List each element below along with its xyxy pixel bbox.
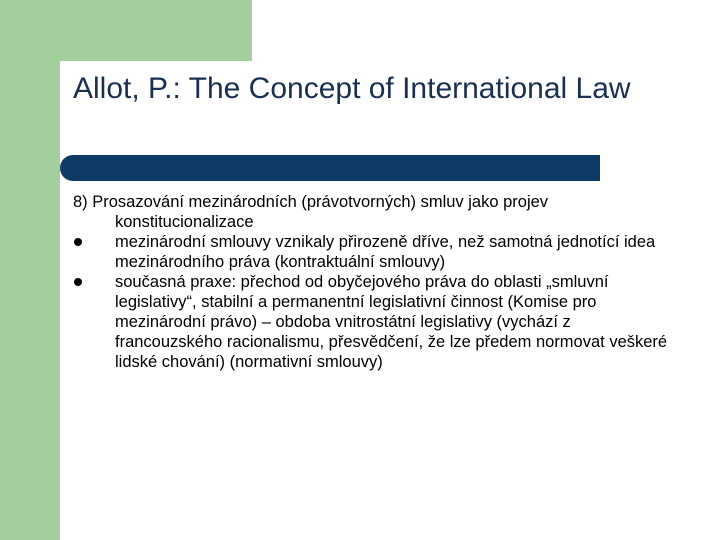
bullet-item [73,272,673,372]
bullet-dot-icon [74,238,82,246]
intro-paragraph: 8) Prosazování mezinárodních (právotvorných) smluv jako projev konstitucionalizace [73,193,549,231]
title-divider-bar [60,155,600,181]
bullet-item [73,232,673,272]
bullet-text: současná praxe: přechod od obyčejového práva do oblasti „smluvní legislativy“, stabilní a permanentní legislativní činnost (Komise pro mezinárodní právo) – obdoba vnitrostátní legislativy (vychází z francouzského racionalismu, přesvědčení, že lze předem normovat veškeré lidské chování) (normativní smlouvy) [115,273,668,371]
slide-body [73,192,673,372]
green-header-decoration [0,0,252,61]
bullet-dot-icon [74,278,82,286]
green-sidebar-decoration [0,0,60,540]
bullet-list [73,232,673,372]
bullet-text: mezinárodní smlouvy vznikaly přirozeně dříve, než samotná jednotící idea mezinárodního práva (kontraktuální smlouvy) [115,233,656,271]
slide-title: Allot, P.: The Concept of International Law [73,72,631,105]
